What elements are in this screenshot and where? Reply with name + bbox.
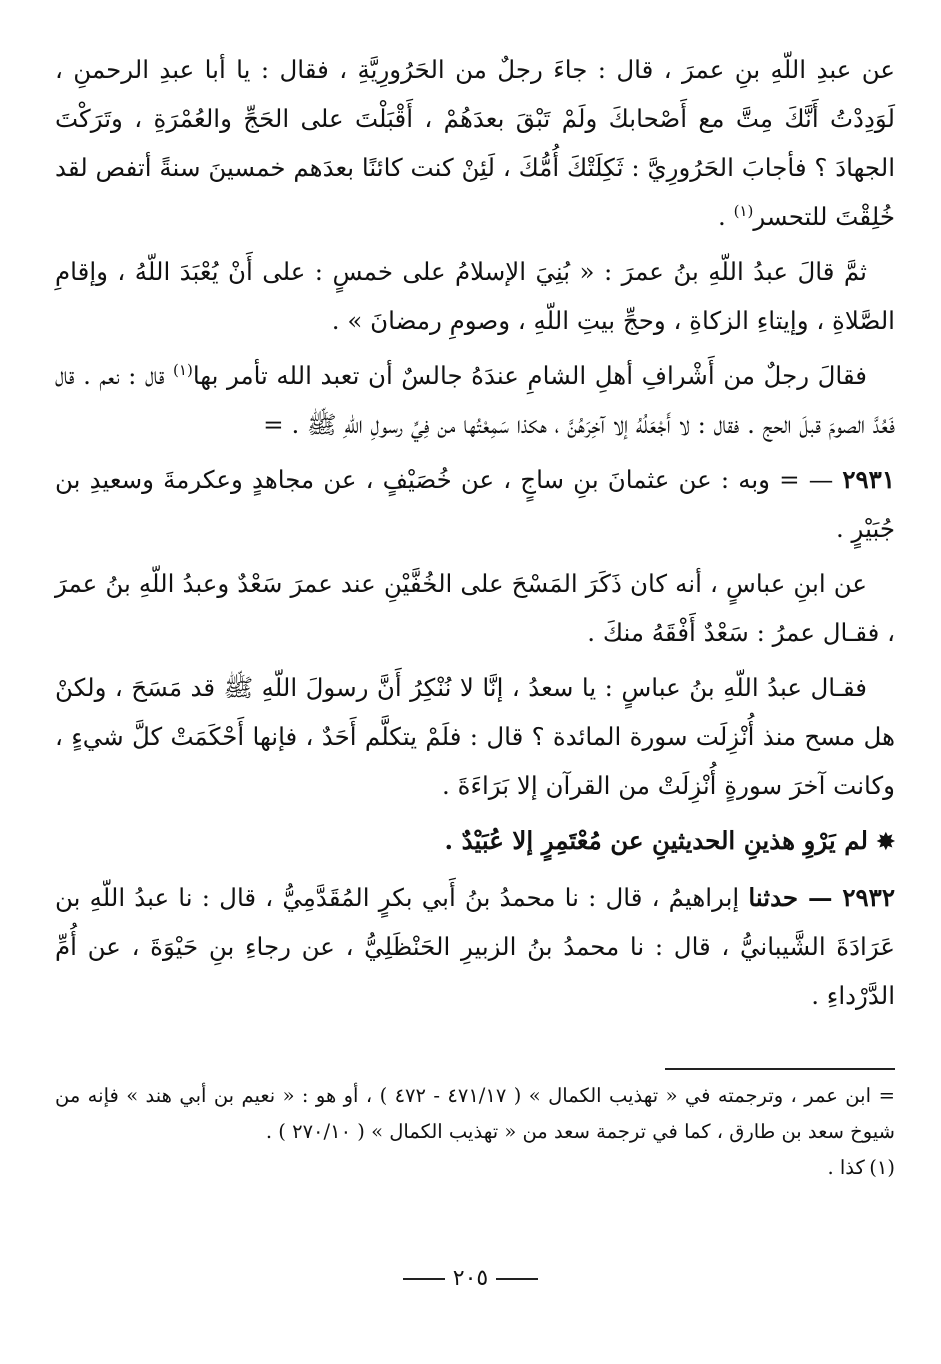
page-number-dash (496, 1278, 538, 1280)
footnote-text: كذا . (827, 1156, 865, 1179)
page-number-dash (403, 1278, 445, 1280)
narrator-note (55, 816, 895, 867)
hadith-2932-text: إبراهيمُ ، قال : نا محمدُ بنُ أَبي بكرٍ المُقَدَّمِيُّ ، قال : نا عبدُ اللّهِ بن عَرَادَةَ الشَّيبانيُّ ، قال : نا محمدُ بنُ الزبيرِ الحَنْظَلِيُّ ، عن رجاءِ بنِ حَيْوَةَ ، عن أُمِّ الدَّرْداءِ . (55, 883, 895, 1010)
page-number (0, 1266, 941, 1291)
hadith-2931 (55, 455, 895, 553)
footnote-marker: (١) (869, 1156, 895, 1179)
star-icon: ✸ (876, 829, 895, 855)
footnote-marker: = (878, 1084, 895, 1107)
hadith-number: ٢٩٣١ (842, 465, 895, 494)
footnote-item (55, 1150, 895, 1186)
paragraph-1 (55, 45, 895, 241)
page-number-value: ٢٠٥ (452, 1266, 489, 1291)
paragraph-3-tail: قال : نعم . قال فَعُدَّ الصومَ قبلَ الحج . فقال : لا أَجْعَلُهُ إلا آخِرَهُنَّ ، هكذا سَمِعْتُها من فِيِّ رسولِ اللّهِ ﷺ . = (55, 361, 895, 439)
narrator-note-text: لم يَرْوِ هذينِ الحديثينِ عن مُعْتَمِرٍ إلا عُبَيْدٌ . (444, 826, 877, 855)
footnote-item (55, 1078, 895, 1150)
hadith-2932-lead: — حدثنا (748, 883, 843, 912)
footnotes (55, 1078, 895, 1186)
footnote-text: ابن عمر ، وترجمته في « تهذيب الكمال » ( ٤٧١/١٧ - ٤٧٢ ) ، أو هو : « نعيم بن أبي هند » فإنه من شيوخ سعد بن طارق ، كما في ترجمة سعد من « تهذيب الكمال » ( ٢٧٠/١٠ ) . (55, 1084, 895, 1143)
paragraph-6 (55, 663, 895, 810)
hadith-number: ٢٩٣٢ (842, 883, 895, 912)
paragraph-2 (55, 247, 895, 345)
footnote-separator (665, 1068, 895, 1070)
paragraph-5-text: عن ابنِ عباسٍ ، أنه كان ذَكَرَ المَسْحَ على الخُفَّيْنِ عند عمرَ سَعْدٌ وعبدُ اللّهِ بنُ عمرَ ، فقـال عمرُ : سَعْدٌ أَفْقَهُ منكَ . (55, 569, 895, 647)
hadith-2931-text: — = وبه : عن عثمانَ بنِ ساجٍ ، عن خُصَيْفٍ ، عن مجاهدٍ وعكرمةَ وسعيدِ بن جُبَيْرٍ . (55, 465, 895, 543)
main-text (55, 45, 895, 1026)
footnote-ref-1: (١) (733, 201, 754, 220)
paragraph-2-text: ثمَّ قالَ عبدُ اللّهِ بنُ عمرَ : « بُنِيَ الإسلامُ على خمسٍ : على أَنْ يُعْبَدَ اللّهُ ، وإقامِ الصَّلاةِ ، وإيتاءِ الزكاةِ ، وحجِّ بيتِ اللّهِ ، وصومِ رمضانَ » . (55, 257, 895, 335)
hadith-2932 (55, 873, 895, 1020)
paragraph-3-text: فقالَ رجلٌ من أَشْرافِ أهلِ الشامِ عندَهُ جالسٌ أن تعبد الله تأمر بها (192, 361, 867, 390)
footnote-ref-2: (١) (173, 360, 193, 379)
paragraph-1-text: عن عبدِ اللّهِ بنِ عمرَ ، قال : جاءَ رجلٌ من الحَرُورِيَّةِ ، فقال : يا أبا عبدِ الرحمنِ ، لَوَدِدْتُ أَنَّكَ مِتَّ مع أَصْحابكَ ولَمْ تَبْقَ بعدَهُمْ ، أَقْبَلْتَ على الحَجِّ والعُمْرَةِ ، وتَرَكْتَ الجهادَ ؟ فأجابَ الحَرُورِيَّ : ثَكِلَتْكَ أُمُّكَ ، لَئِنْ كنت كائنًا بعدَهم خمسينَ سنةً أتفص لقد خُلِقْتَ للتحسر (55, 55, 895, 231)
paragraph-1-tail: . (717, 202, 734, 231)
paragraph-5 (55, 559, 895, 657)
paragraph-6-text: فقـال عبدُ اللّهِ بنُ عباسٍ : يا سعدُ ، إنَّا لا نُنْكِرُ أَنَّ رسولَ اللّهِ ﷺ قد مَسَحَ ، ولكنْ هل مسح منذ أُنْزِلَت سورة المائدة ؟ قال : فلَمْ يتكلَّم أَحَدٌ ، فإنها أَحْكَمَتْ كلَّ شيءٍ ، وكانت آخرَ سورةٍ أُنْزِلَتْ من القرآن إلا بَرَاءَةَ . (55, 673, 895, 800)
paragraph-3 (55, 351, 895, 449)
